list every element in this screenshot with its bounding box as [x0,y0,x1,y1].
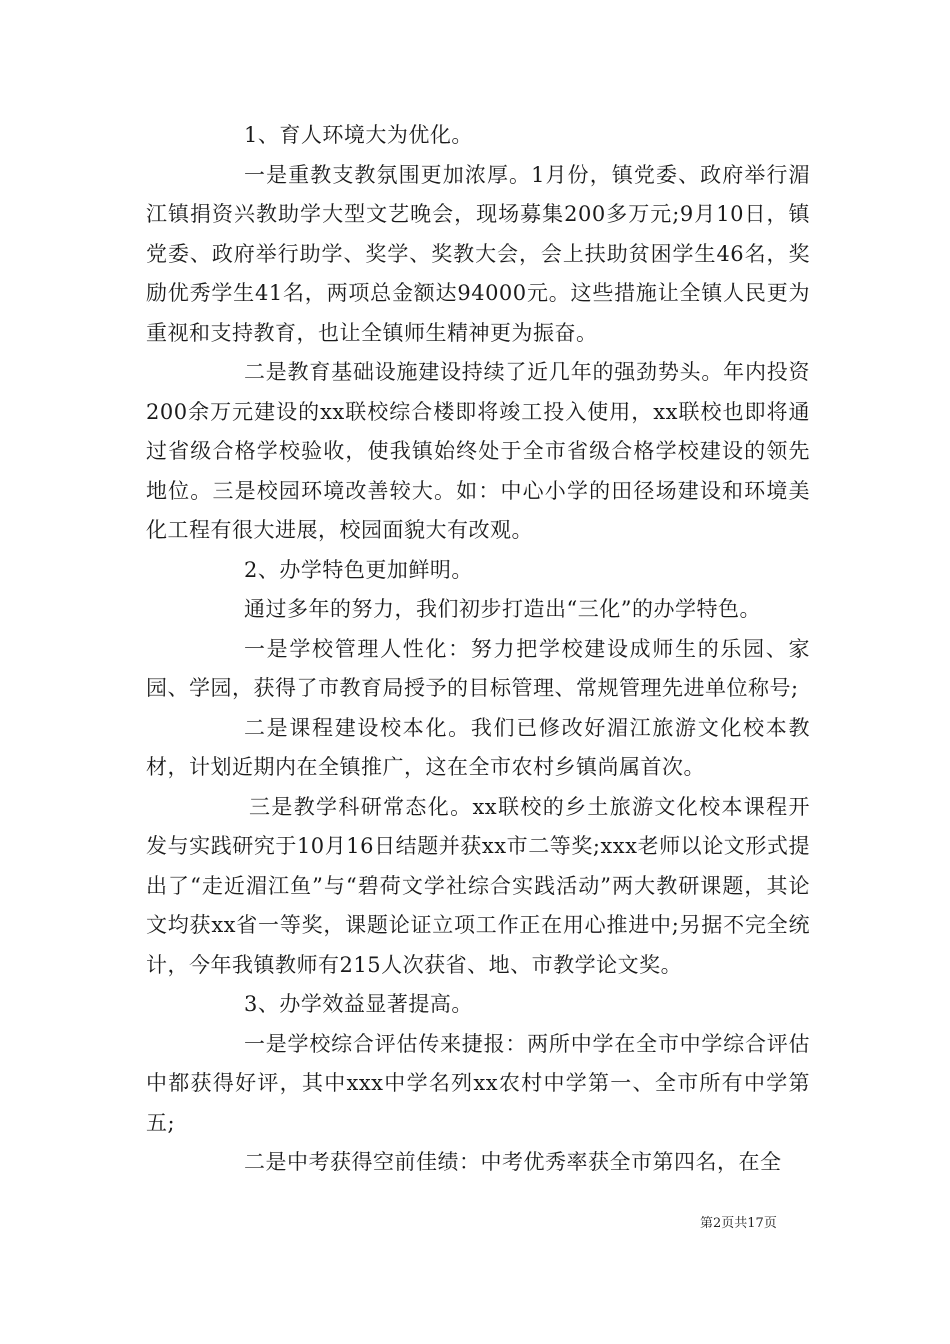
paragraph: 二是教育基础设施建设持续了近几年的强劲势头。年内投资200余万元建设的xx联校综合楼即将竣工投入使用，xx联校也即将通过省级合格学校验收，使我镇始终处于全市省级合格学校建设的领先地位。三是校园环境改善较大。如：中心小学的田径场建设和环境美化工程有很大进展，校园面貌大有改观。 [146,360,810,542]
paragraph: 三是教学科研常态化。xx联校的乡土旅游文化校本课程开发与实践研究于10月16日结题并获xx市二等奖;xxx老师以论文形式提出了“走近湄江鱼”与“碧荷文学社综合实践活动”两大教研课题，其论文均获xx省一等奖，课题论证立项工作正在用心推进中;另据不完全统计，今年我镇教师有215人次获省、地、市教学论文奖。 [146,794,810,977]
section-heading-2: 2、办学特色更加鲜明。 [244,557,473,582]
paragraph: 一是学校综合评估传来捷报：两所中学在全市中学综合评估中都获得好评，其中xxx中学名列xx农村中学第一、全市所有中学第五; [146,1031,810,1135]
paragraph: 一是学校管理人性化：努力把学校建设成师生的乐园、家园、学园，获得了市教育局授予的目标管理、常规管理先进单位称号; [146,636,810,700]
paragraph: 二是中考获得空前佳绩：中考优秀率获全市第四名，在全 [244,1150,782,1174]
paragraph: 通过多年的努力，我们初步打造出“三化”的办学特色。 [244,597,761,621]
paragraph: 一是重教支教氛围更加浓厚。1月份，镇党委、政府举行湄江镇捐资兴教助学大型文艺晚会，现场募集200多万元;9月10日，镇党委、政府举行助学、奖学、奖教大会，会上扶助贫困学生46名，奖励优秀学生41名，两项总金额达94000元。这些措施让全镇人民更为重视和支持教育，也让全镇师生精神更为振奋。 [146,162,810,345]
paragraph: 二是课程建设校本化。我们已修改好湄江旅游文化校本教材，计划近期内在全镇推广，这在全市农村乡镇尚属首次。 [146,715,810,779]
document-body [146,116,810,1183]
section-heading-3: 3、办学效益显著提高。 [244,992,473,1016]
page-number-footer: 第2页共17页 [700,1216,777,1231]
section-heading-1: 1、育人环境大为优化。 [244,123,473,147]
